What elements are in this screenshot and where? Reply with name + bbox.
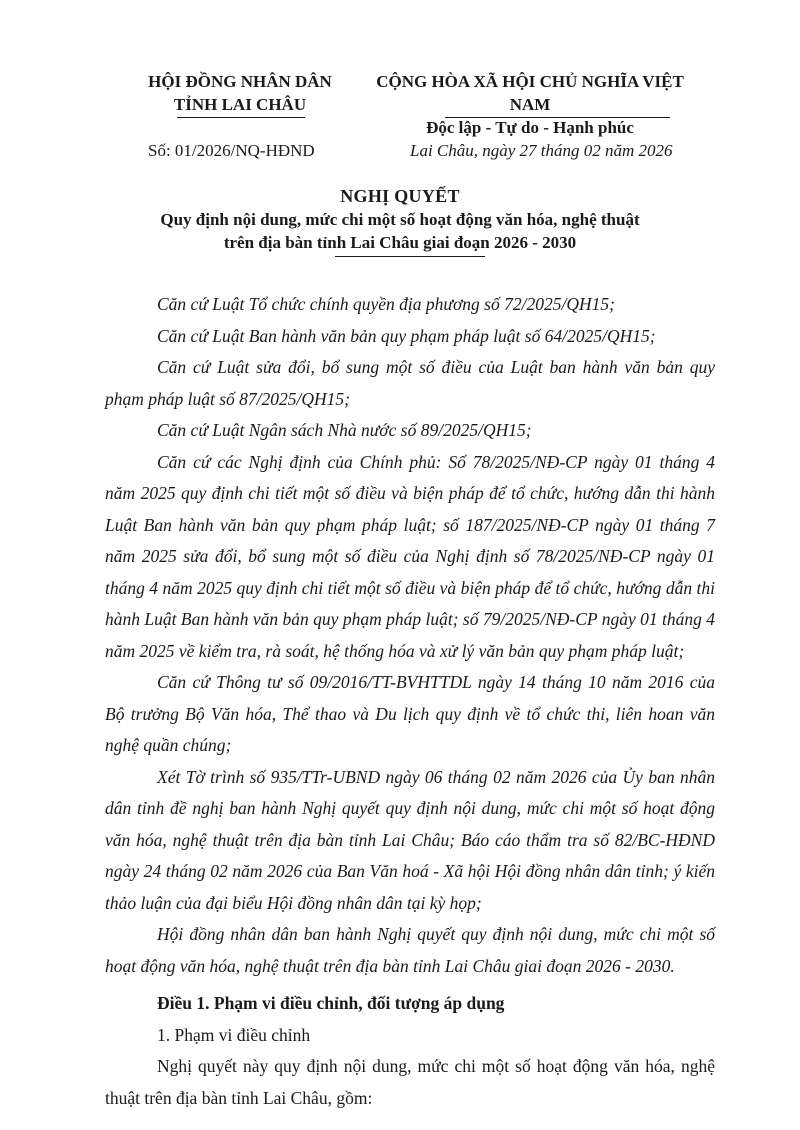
authority-line-1: HỘI ĐỒNG NHÂN DÂN xyxy=(148,72,332,91)
article-1-text: Nghị quyết này quy định nội dung, mức chi một số hoạt động văn hóa, nghệ thuật trên địa bàn tỉnh Lai Châu, gồm: xyxy=(105,1056,715,1108)
document-number: Số: 01/2026/NQ-HĐND xyxy=(148,141,315,160)
authority-underline xyxy=(177,117,305,118)
preamble-paragraph: Căn cứ các Nghị định của Chính phủ: Số 78/2025/NĐ-CP ngày 01 tháng 4 năm 2025 quy định chi tiết một số điều và biện pháp để tổ chức, hướng dẫn thi hành Luật Ban hành văn bản quy phạm pháp luật; số 187/2025/NĐ-CP ngày 01 tháng 7 năm 2025 sửa đổi, bổ sung một số điều của Nghị định số 78/2025/NĐ-CP ngày 01 tháng 4 năm 2025 quy định chi tiết một số điều và biện pháp để tổ chức, hướng dẫn thi hành Luật Ban hành văn bản quy phạm pháp luật; số 79/2025/NĐ-CP ngày 01 tháng 4 năm 2025 về kiểm tra, rà soát, hệ thống hóa và xử lý văn bản quy phạm pháp luật; xyxy=(105,451,715,661)
title-main: NGHỊ QUYẾT xyxy=(340,186,460,206)
preamble-paragraph: Căn cứ Luật Ngân sách Nhà nước số 89/2025/QH15; xyxy=(157,420,532,440)
preamble-paragraph: Căn cứ Luật Ban hành văn bản quy phạm pháp luật số 64/2025/QH15; xyxy=(157,325,656,346)
motto-underline xyxy=(445,117,670,118)
place-date: Lai Châu, ngày 27 tháng 02 năm 2026 xyxy=(410,141,673,160)
preamble-paragraph: Căn cứ Thông tư số 09/2016/TT-BVHTTDL ngày 14 tháng 10 năm 2016 của Bộ trưởng Bộ Văn hóa, Thể thao và Du lịch quy định về tổ chức thi, liên hoan văn nghệ quần chúng; xyxy=(105,672,715,755)
authority-line-2: TỈNH LAI CHÂU xyxy=(173,95,307,114)
title-sub-2: trên địa bàn tỉnh Lai Châu giai đoạn 2026 - 2030 xyxy=(223,233,577,252)
preamble-paragraph: Căn cứ Luật sửa đổi, bổ sung một số điều của Luật ban hành văn bản quy phạm pháp luật số 87/2025/QH15; xyxy=(105,357,715,409)
preamble-paragraph: Xét Tờ trình số 935/TTr-UBND ngày 06 tháng 02 năm 2026 của Ủy ban nhân dân tỉnh đề nghị ban hành Nghị quyết quy định nội dung, mức chi một số hoạt động văn hóa, nghệ thuật trên địa bàn tỉnh Lai Châu; Báo cáo thẩm tra số 82/BC-HĐND ngày 24 tháng 02 năm 2026 của Ban Văn hoá - Xã hội Hội đồng nhân dân tỉnh; ý kiến thảo luận của đại biểu Hội đồng nhân dân tại kỳ họp; xyxy=(105,766,715,913)
preamble-paragraph: Căn cứ Luật Tổ chức chính quyền địa phương số 72/2025/QH15; xyxy=(157,294,615,314)
motto: Độc lập - Tự do - Hạnh phúc xyxy=(426,118,634,137)
article-1-clause-1: 1. Phạm vi điều chỉnh xyxy=(157,1024,311,1045)
document-body xyxy=(105,289,715,1114)
article-1-heading: Điều 1. Phạm vi điều chỉnh, đối tượng áp dụng xyxy=(157,993,505,1013)
title-sub-1: Quy định nội dung, mức chi một số hoạt động văn hóa, nghệ thuật xyxy=(160,210,640,229)
preamble-paragraph: Hội đồng nhân dân ban hành Nghị quyết quy định nội dung, mức chi một số hoạt động văn hóa, nghệ thuật trên địa bàn tỉnh Lai Châu giai đoạn 2026 - 2030. xyxy=(105,924,715,976)
title-underline xyxy=(335,256,485,257)
document-title xyxy=(90,185,710,254)
national-motto xyxy=(370,70,690,139)
country-name: CỘNG HÒA XÃ HỘI CHỦ NGHĨA VIỆT NAM xyxy=(376,72,684,114)
issuing-authority xyxy=(120,70,360,116)
